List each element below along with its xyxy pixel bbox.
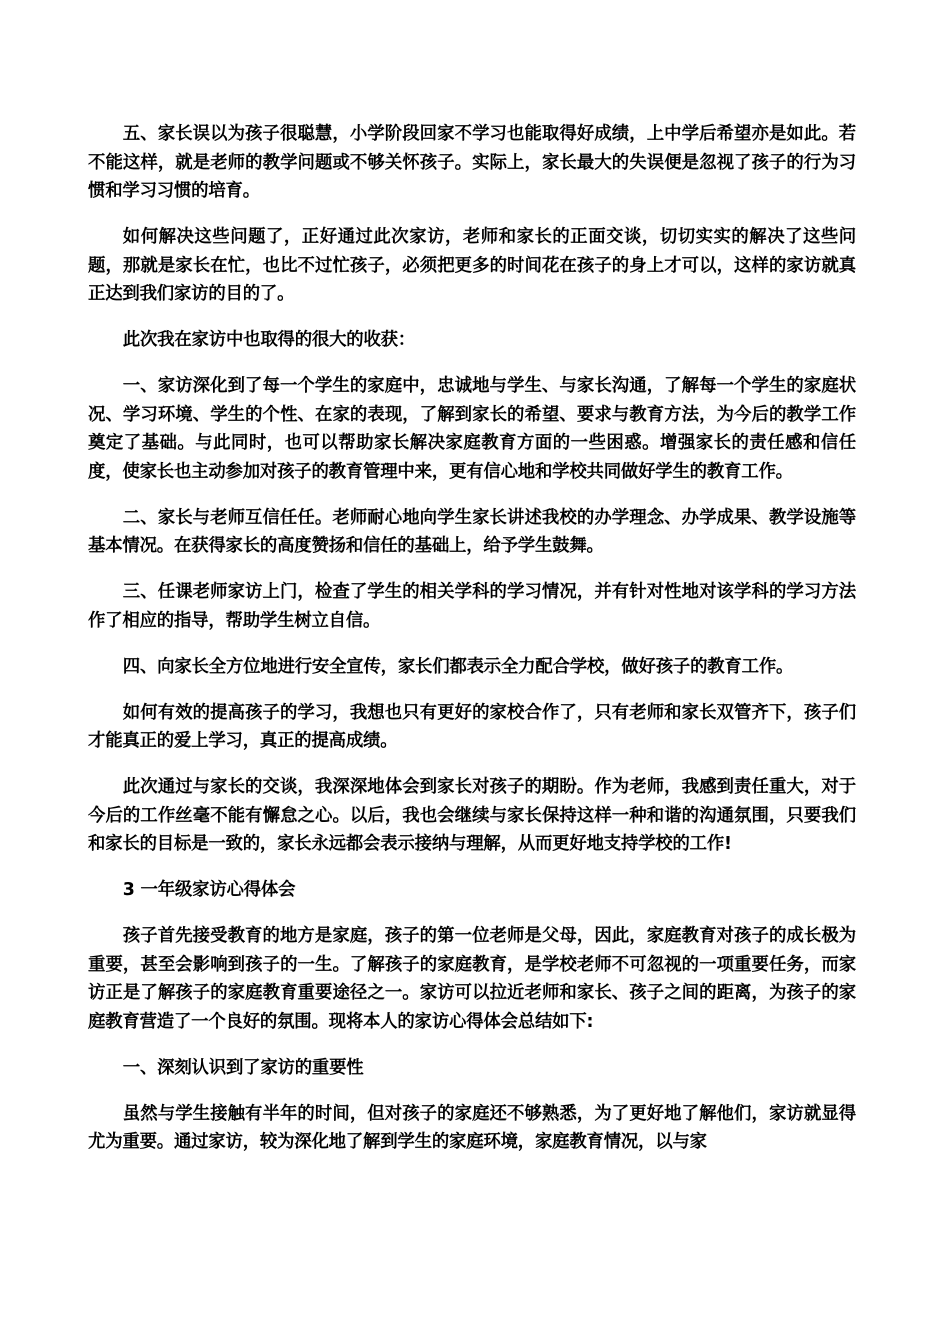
paragraph-gains-intro: 此次我在家访中也取得的很大的收获： [122,330,416,350]
section-heading: 3 一年级家访心得体会 [122,880,296,900]
paragraph-gain-four: 四、向家长全方位地进行安全宣传，家长们都表示全力配合学校，做好孩子的教育工作。 [122,656,794,677]
paragraph-gain-one: 一、家访深化到了每一个学生的家庭中，忠诚地与学生、与家长沟通，了解每一个学生的家庭状况、学习环境、学生的个性、在家的表现，了解到家长的希望、要求与教育方法，为今后的教学工作奠定了基础。与此同时，也可以帮助家长解决家庭教育方面的一些困惑。增强家长的责任感和信任度，使家长也主动参加对孩子的教育管理中来，更有信心地和学校共同做好学生的教育工作。 [88,376,856,482]
paragraph-gain-three: 三、任课老师家访上门，检查了学生的相关学科的学习情况，并有针对性地对该学科的学习方法作了相应的指导，帮助学生树立自信。 [88,582,856,631]
paragraph-gain-two: 二、家长与老师互信任任。老师耐心地向学生家长讲述我校的办学理念、办学成果、教学设施等基本情况。在获得家长的高度赞扬和信任的基础上，给予学生鼓舞。 [88,507,856,556]
document-page [88,120,856,1174]
paragraph-importance: 虽然与学生接触有半年的时间，但对孩子的家庭还不够熟悉，为了更好地了解他们，家访就显得尤为重要。通过家访，较为深化地了解到学生的家庭环境，家庭教育情况，以与家 [88,1103,856,1152]
paragraph-cooperation: 如何有效的提高孩子的学习，我想也只有更好的家校合作了，只有老师和家长双管齐下，孩子们才能真正的爱上学习，真正的提高成绩。 [88,702,856,751]
paragraph-solution: 如何解决这些问题了，正好通过此次家访，老师和家长的正面交谈，切切实实的解决了这些问题，那就是家长在忙，也比不过忙孩子，必须把更多的时间花在孩子的身上才可以，这样的家访就真正达到我们家访的目的了。 [88,227,856,304]
subheading-importance: 一、深刻认识到了家访的重要性 [122,1057,364,1078]
paragraph-family-education: 孩子首先接受教育的地方是家庭，孩子的第一位老师是父母，因此，家庭教育对孩子的成长极为重要，甚至会影响到孩子的一生。了解孩子的家庭教育，是学校老师不可忽视的一项重要任务，而家访正是了解孩子的家庭教育重要途径之一。家访可以拉近老师和家长、孩子之间的距离，为孩子的家庭教育营造了一个良好的氛围。现将本人的家访心得体会总结如下: [88,926,856,1032]
paragraph-reflection: 此次通过与家长的交谈，我深深地体会到家长对孩子的期盼。作为老师，我感到责任重大，对于今后的工作丝毫不能有懈怠之心。以后，我也会继续与家长保持这样一种和谐的沟通氛围，只要我们和家长的目标是一致的，家长永远都会表示接纳与理解，从而更好地支持学校的工作! [88,777,856,854]
paragraph-point-five: 五、家长误以为孩子很聪慧，小学阶段回家不学习也能取得好成绩，上中学后希望亦是如此。若不能这样，就是老师的教学问题或不够关怀孩子。实际上，家长最大的失误便是忽视了孩子的行为习惯和学习习惯的培育。 [88,124,856,201]
